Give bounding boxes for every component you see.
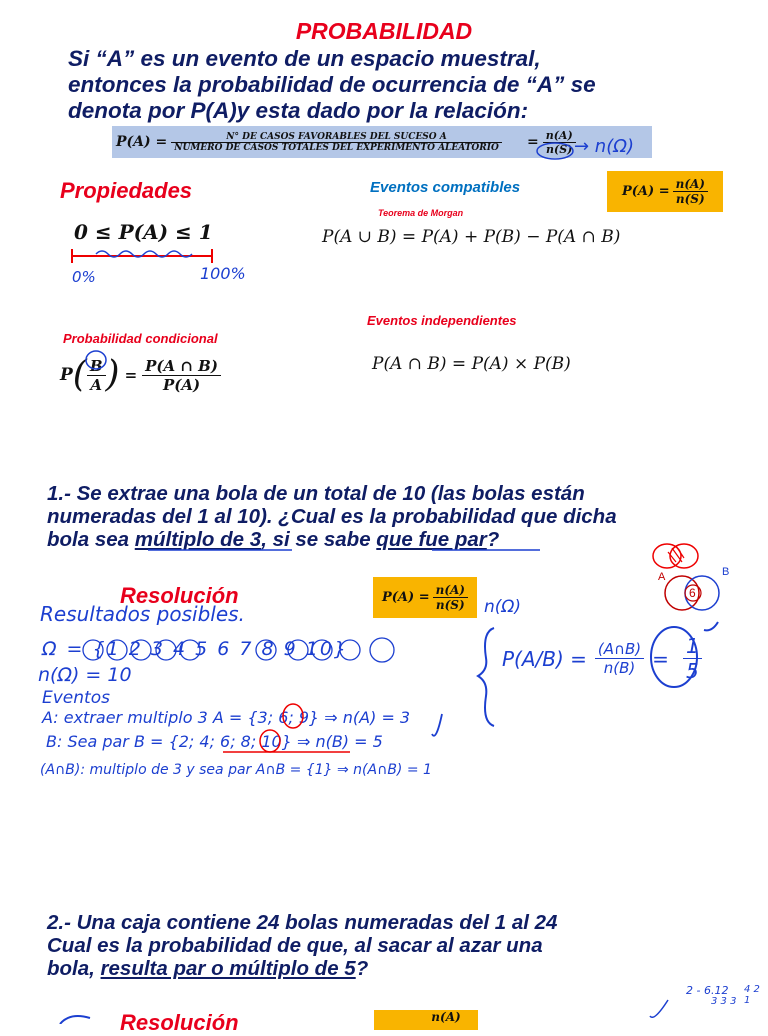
q2-underlined: resulta par o múltiplo de 5	[100, 957, 356, 980]
box-denominator: n(S)	[675, 192, 705, 206]
box-denominator: n(S)	[435, 598, 465, 612]
q1-text: bola sea	[47, 528, 135, 551]
q2-hw-col1: 2 - 6.12	[686, 984, 729, 997]
cond-denominator: P(A)	[163, 375, 201, 394]
cond-numerator: P(A ∩ B)	[142, 357, 221, 376]
q2-text: bola,	[47, 957, 101, 980]
cond-equals: =	[124, 366, 138, 384]
q2-line: 2.- Una caja contiene 24 bolas numeradas del 1 al 24	[47, 911, 558, 934]
box-lhs: P(A) =	[382, 590, 430, 605]
conditional-formula	[60, 349, 221, 401]
q2-line: Cual es la probabilidad de que, al sacar al azar una	[47, 934, 543, 957]
brace	[478, 628, 494, 726]
intersection-formula: P(A ∩ B) = P(A) × P(B)	[372, 354, 571, 374]
properties-heading: Propiedades	[60, 178, 193, 203]
range-squiggle	[96, 251, 192, 257]
morgan-theorem-label: Teorema de Morgan	[378, 208, 464, 218]
hw-result-den: 5	[685, 659, 699, 683]
q2-hw-brace	[60, 1016, 90, 1024]
q1-line: numeradas del 1 al 10). ¿Cual es la probabilidad que dicha	[47, 505, 617, 528]
intro-line: denota por P(A)y esta dado por la relación:	[68, 98, 529, 123]
check-b	[432, 714, 442, 736]
q2-hw-col3: 4 2 1	[744, 984, 760, 1006]
q1-underlined: múltiplo de 3	[134, 528, 262, 551]
formula-denominator: NUMERO DE CASOS TOTALES DEL EXPERIMENTO ALEATORIO	[174, 142, 499, 153]
venn-label-b: B	[722, 566, 730, 578]
check-mark	[704, 622, 718, 630]
formula-fraction	[171, 132, 502, 153]
resolution-formula-box	[373, 577, 477, 618]
q2-text: ?	[355, 957, 369, 980]
hw-result-fraction	[683, 634, 702, 683]
venn-label-a: A	[658, 571, 666, 583]
question-2	[47, 911, 689, 980]
box-numerator: n(A)	[433, 583, 468, 598]
formula-numerator: N° DE CASOS FAVORABLES DEL SUCESO A	[171, 132, 502, 143]
q1-text: , si se sabe	[261, 528, 377, 551]
hundred-percent-note: 100%	[200, 264, 246, 283]
short-denominator: n(S)	[546, 142, 573, 156]
cond-paren-open: (	[72, 354, 87, 395]
page-title: PROBABILIDAD	[295, 18, 473, 44]
venn-six: 6	[689, 586, 696, 600]
formula-short	[527, 127, 576, 157]
compatible-events-heading: Eventos compatibles	[370, 179, 521, 196]
res2-num: n(A)	[431, 1010, 461, 1024]
resolution-heading: Resolución	[120, 583, 239, 608]
hw-cond-den: n(B)	[603, 659, 636, 677]
hw-cond-fraction	[595, 640, 644, 677]
hw-event-a: A: extraer multiplo 3 A = {3; 6; 9} ⇒ n(A) = 3	[42, 708, 411, 727]
box-numerator: n(A)	[673, 177, 708, 192]
formula-lhs: P(A) =	[116, 134, 168, 150]
resolution-2-formula-box	[374, 1010, 478, 1030]
n-omega-note: n(Ω)	[484, 597, 522, 617]
conditional-heading: Probabilidad condicional	[63, 331, 218, 346]
hw-result-num: 1	[683, 634, 702, 659]
cond-top: B	[87, 357, 106, 376]
resolution-2-heading: Resolución	[120, 1010, 239, 1035]
union-formula: P(A ∪ B) = P(A) + P(B) − P(A ∩ B)	[322, 227, 621, 247]
hw-event-ab: (A∩B): multiplo de 3 y sea par A∩B = {1} ⇒ n(A∩B) = 1	[40, 762, 432, 778]
cond-bottom: A	[90, 375, 102, 394]
hw-equals: =	[652, 646, 669, 671]
omega-note: → n(Ω)	[574, 136, 635, 157]
hw-conditional	[502, 634, 702, 683]
hw-n-omega: n(Ω) = 10	[38, 664, 132, 686]
q2-line	[47, 957, 689, 980]
cond-inner-fraction	[87, 357, 106, 394]
question-1	[47, 482, 725, 551]
box-lhs: P(A) =	[622, 184, 670, 199]
independent-heading: Eventos independientes	[367, 313, 517, 328]
short-numerator: n(A)	[543, 129, 576, 143]
hw-event-b: B: Sea par B = {2; 4; 6; 8; 10} ⇒ n(B) = 5	[46, 732, 383, 751]
probability-inequality: 0 ≤ P(A) ≤ 1	[74, 220, 213, 244]
formula-equals: =	[527, 134, 539, 150]
cond-fraction	[142, 357, 221, 394]
formula-short-fraction	[543, 129, 576, 156]
zero-percent-note: 0%	[72, 268, 96, 286]
hw-cond-lhs: P(A/B) =	[502, 646, 587, 671]
q1-line: 1.- Se extrae una bola de un total de 10 (las bolas están	[47, 482, 585, 505]
box-fraction	[673, 177, 708, 206]
q1-line	[47, 528, 725, 551]
cond-paren-close: )	[105, 354, 120, 395]
hw-sample-space: Ω = {1 2 3 4 5 6 7 8 9 10}	[42, 638, 349, 660]
hw-events-label: Eventos	[42, 688, 110, 708]
intro-line: Si “A” es un evento de un espacio muestral,	[68, 46, 541, 71]
box-fraction	[433, 583, 468, 612]
main-formula	[116, 127, 556, 157]
hw-results-label: Resultados posibles.	[40, 602, 245, 626]
q1-underlined: que fue par	[376, 528, 487, 551]
cond-p: P	[60, 365, 73, 385]
q1-text: ?	[486, 528, 500, 551]
q2-check	[650, 1000, 668, 1017]
q2-hw-col2: 3 3 3	[711, 996, 737, 1007]
probability-formula-box	[607, 171, 723, 212]
intro-line: entonces la probabilidad de ocurrencia de “A” se	[68, 72, 596, 97]
intro-paragraph	[68, 46, 690, 124]
hw-cond-num: (A∩B)	[595, 640, 644, 659]
